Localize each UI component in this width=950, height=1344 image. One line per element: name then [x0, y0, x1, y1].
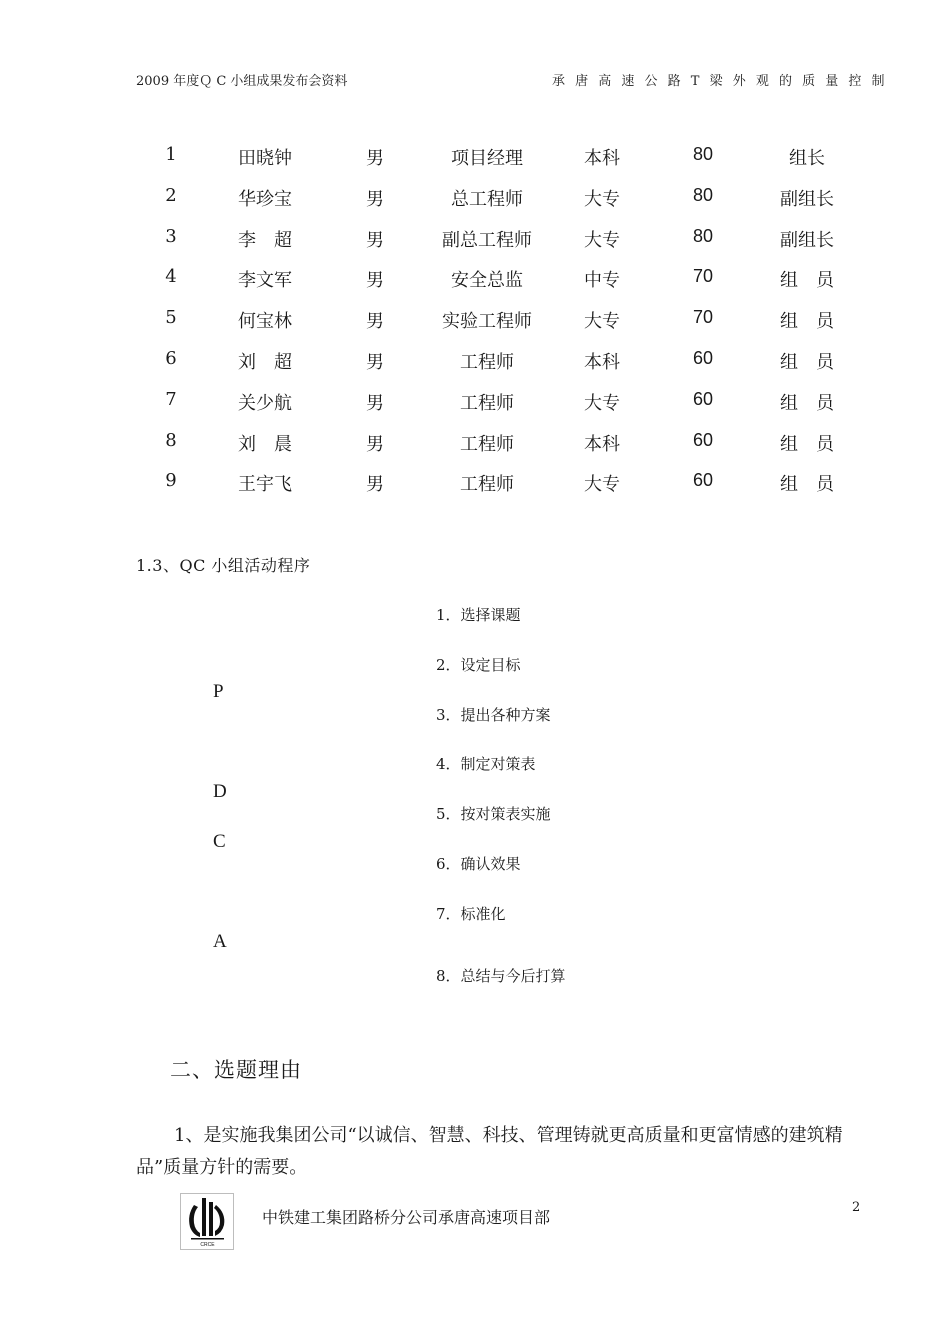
member-score: 80 [693, 184, 714, 205]
member-sex: 男 [366, 188, 384, 210]
member-position: 组 员 [780, 474, 834, 496]
member-no: 5 [165, 307, 177, 329]
table-row [0, 381, 950, 422]
procedure-step: 5．按对策表实施 [436, 805, 551, 823]
member-position: 组 员 [780, 270, 834, 292]
member-education: 中专 [584, 270, 620, 292]
member-name: 华珍宝 [238, 188, 292, 210]
table-row [0, 299, 950, 340]
member-score: 70 [693, 266, 714, 287]
member-education: 大专 [584, 474, 620, 496]
table-row [0, 462, 950, 503]
pdca-letter-a: A [213, 931, 227, 952]
procedure-step: 7．标准化 [436, 905, 506, 923]
member-no: 2 [165, 184, 177, 206]
header-left-title: 2009 年度Ｑ C 小组成果发布会资料 [136, 74, 348, 89]
member-score: 80 [693, 225, 714, 246]
member-score: 60 [693, 388, 714, 409]
table-row [0, 340, 950, 381]
logo-text: CRCE [200, 1242, 215, 1248]
member-role: 工程师 [460, 433, 514, 455]
pdca-letter-p: P [213, 681, 224, 702]
member-role: 工程师 [460, 392, 514, 414]
table-row [0, 258, 950, 299]
table-row [0, 422, 950, 463]
header-right-title: 承 唐 高 速 公 路 T 梁 外 观 的 质 量 控 制 [552, 74, 888, 89]
company-logo [180, 1193, 234, 1250]
member-score: 60 [693, 429, 714, 450]
procedure-step: 8．总结与今后打算 [436, 967, 566, 985]
member-score: 70 [693, 307, 714, 328]
member-education: 本科 [584, 433, 620, 455]
section-heading-topic-reasons: 二、选题理由 [170, 1058, 302, 1082]
member-position: 组 员 [780, 311, 834, 333]
member-sex: 男 [366, 351, 384, 373]
member-no: 3 [165, 225, 177, 247]
footer-organization: 中铁建工集团路桥分公司承唐高速项目部 [262, 1208, 551, 1227]
member-no: 1 [165, 144, 177, 165]
member-sex: 男 [366, 148, 384, 169]
member-score: 80 [693, 144, 714, 164]
procedure-step: 4．制定对策表 [436, 755, 536, 773]
pdca-letter-d: D [213, 781, 227, 802]
member-role: 实验工程师 [442, 311, 532, 333]
procedure-step: 2．设定目标 [436, 656, 521, 674]
member-sex: 男 [366, 474, 384, 496]
member-position: 组长 [789, 148, 825, 169]
member-no: 6 [165, 347, 177, 369]
member-education: 大专 [584, 188, 620, 210]
member-sex: 男 [366, 392, 384, 414]
member-name: 关少航 [238, 392, 292, 414]
member-role: 工程师 [460, 351, 514, 373]
member-sex: 男 [366, 229, 384, 251]
member-education: 本科 [584, 148, 620, 169]
team-member-table [0, 136, 950, 503]
member-position: 组 员 [780, 351, 834, 373]
member-education: 本科 [584, 351, 620, 373]
page-number: 2 [852, 1200, 861, 1215]
member-name: 刘 超 [238, 351, 292, 373]
member-name: 李文军 [238, 270, 292, 292]
body-paragraph: 1、是实施我集团公司“以诚信、智慧、科技、管理铸就更高质量和更富情感的建筑精品”质量方针的需要。 [136, 1125, 843, 1178]
member-role: 项目经理 [451, 148, 523, 169]
member-sex: 男 [366, 311, 384, 333]
member-position: 组 员 [780, 392, 834, 414]
member-role: 副总工程师 [442, 229, 532, 251]
member-sex: 男 [366, 270, 384, 292]
member-no: 9 [165, 470, 177, 492]
member-position: 组 员 [780, 433, 834, 455]
member-name: 李 超 [238, 229, 292, 251]
member-name: 刘 晨 [238, 433, 292, 455]
member-name: 王宇飞 [238, 474, 292, 496]
member-role: 工程师 [460, 474, 514, 496]
member-role: 安全总监 [451, 270, 523, 292]
table-row [0, 177, 950, 218]
section-heading-activity-procedure: 1.3、QC 小组活动程序 [136, 556, 311, 575]
member-name: 田晓钟 [238, 148, 292, 169]
member-role: 总工程师 [451, 188, 523, 210]
table-row [0, 136, 950, 177]
member-no: 4 [165, 266, 177, 288]
member-no: 8 [165, 429, 177, 451]
member-score: 60 [693, 470, 714, 491]
member-sex: 男 [366, 433, 384, 455]
member-score: 60 [693, 347, 714, 368]
procedure-step: 1．选择课题 [436, 606, 521, 624]
member-position: 副组长 [780, 229, 834, 251]
member-no: 7 [165, 388, 177, 410]
member-name: 何宝林 [238, 311, 292, 333]
member-position: 副组长 [780, 188, 834, 210]
table-row [0, 218, 950, 259]
member-education: 大专 [584, 311, 620, 333]
member-education: 大专 [584, 392, 620, 414]
procedure-step: 6．确认效果 [436, 855, 521, 873]
procedure-step: 3．提出各种方案 [436, 706, 551, 724]
member-education: 大专 [584, 229, 620, 251]
pdca-letter-c: C [213, 831, 226, 852]
